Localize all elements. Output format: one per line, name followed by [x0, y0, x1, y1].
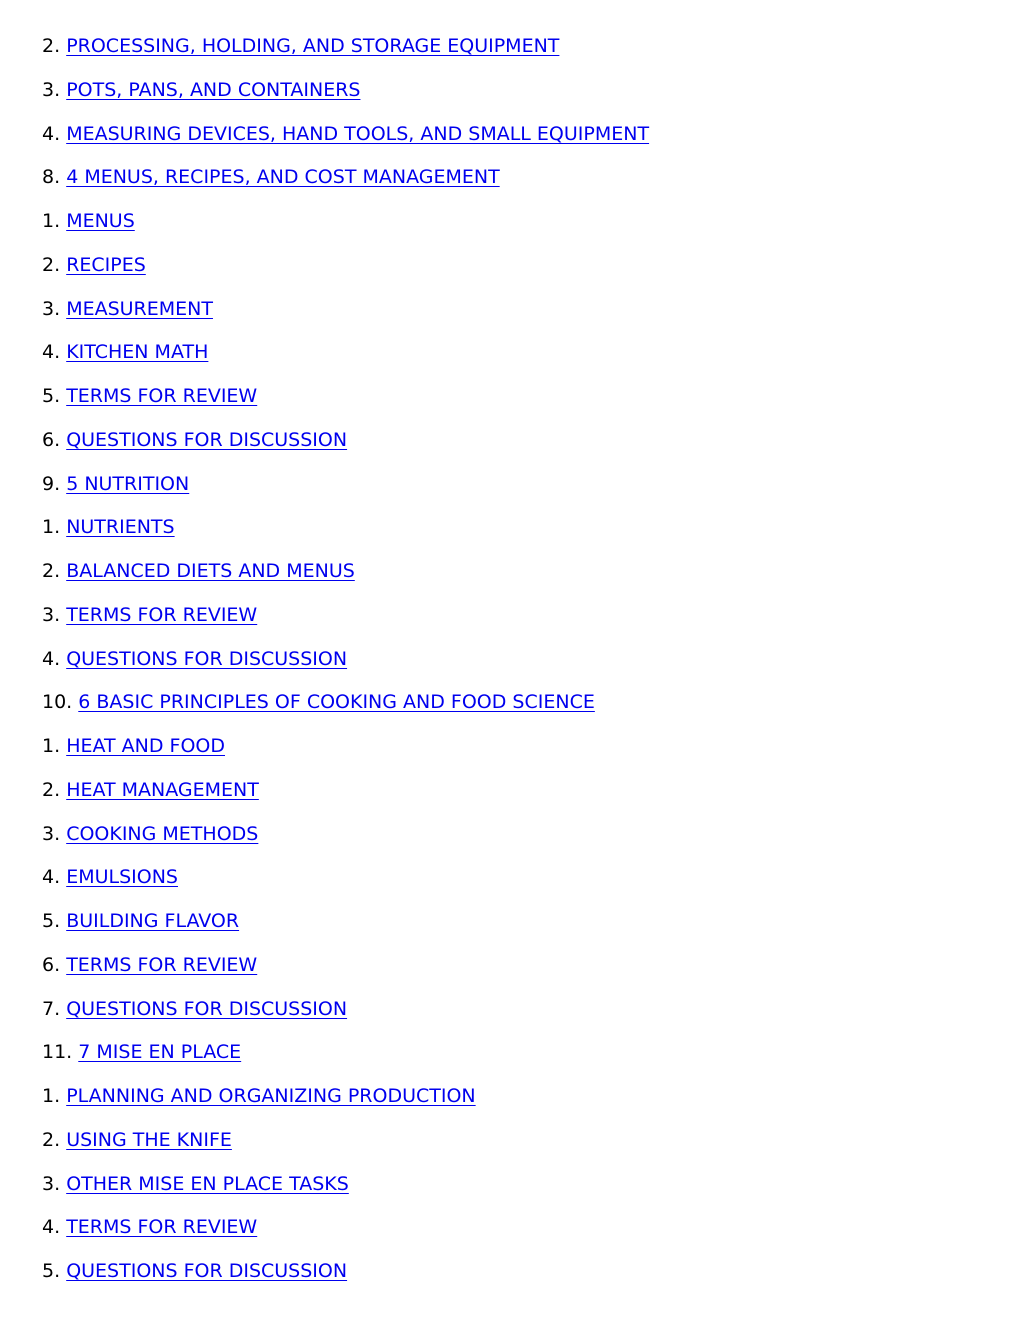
list-item [42, 776, 649, 820]
list-item [42, 32, 649, 76]
toc-link[interactable]: 6 BASIC PRINCIPLES OF COOKING AND FOOD SCIENCE [78, 691, 595, 714]
list-item [42, 1213, 649, 1257]
list-item [42, 732, 649, 776]
toc-link[interactable]: MENUS [66, 210, 135, 232]
item-number: 4. [42, 1216, 61, 1239]
item-number: 4. [42, 341, 61, 364]
item-number: 2. [42, 35, 61, 57]
item-number: 5. [42, 910, 61, 932]
list-item [42, 120, 649, 164]
list-item [42, 820, 649, 864]
item-number: 1. [42, 735, 61, 757]
list-item [42, 863, 649, 907]
toc-link[interactable]: KITCHEN MATH [66, 341, 209, 364]
toc-link[interactable]: POTS, PANS, AND CONTAINERS [66, 78, 361, 101]
toc-link[interactable]: OTHER MISE EN PLACE TASKS [66, 1172, 349, 1195]
item-number: 6. [42, 953, 61, 976]
toc-link[interactable]: BUILDING FLAVOR [66, 910, 240, 932]
item-number: 1. [42, 516, 61, 539]
toc-link[interactable]: MEASURING DEVICES, HAND TOOLS, AND SMALL EQUIPMENT [66, 122, 650, 145]
toc-link[interactable]: EMULSIONS [66, 866, 178, 889]
toc-link[interactable]: HEAT AND FOOD [66, 735, 225, 757]
item-number: 6. [42, 428, 61, 451]
toc-link[interactable]: HEAT MANAGEMENT [66, 778, 259, 801]
item-number: 3. [42, 1172, 61, 1195]
list-item [42, 688, 649, 732]
list-item [42, 470, 649, 514]
item-number: 2. [42, 778, 61, 801]
list-item [42, 907, 649, 951]
item-number: 5. [42, 385, 61, 407]
item-number: 2. [42, 560, 61, 582]
list-item [42, 1038, 649, 1082]
toc-link[interactable]: TERMS FOR REVIEW [66, 953, 258, 976]
list-item [42, 76, 649, 120]
table-of-contents [42, 32, 649, 1301]
toc-link[interactable]: 5 NUTRITION [66, 472, 190, 495]
list-item [42, 163, 649, 207]
item-number: 11. [42, 1041, 73, 1064]
toc-link[interactable]: PROCESSING, HOLDING, AND STORAGE EQUIPMENT [66, 35, 560, 57]
list-item [42, 1170, 649, 1214]
toc-link[interactable]: NUTRIENTS [66, 516, 175, 539]
item-number: 1. [42, 210, 61, 232]
list-item [42, 1257, 649, 1301]
list-item [42, 207, 649, 251]
item-number: 2. [42, 253, 61, 276]
item-number: 3. [42, 78, 61, 101]
toc-link[interactable]: QUESTIONS FOR DISCUSSION [66, 647, 348, 670]
item-number: 4. [42, 866, 61, 889]
toc-link[interactable]: QUESTIONS FOR DISCUSSION [66, 997, 348, 1020]
toc-link[interactable]: RECIPES [66, 253, 146, 276]
item-number: 3. [42, 297, 61, 320]
item-number: 10. [42, 691, 73, 714]
item-number: 2. [42, 1128, 61, 1151]
toc-link[interactable]: QUESTIONS FOR DISCUSSION [66, 428, 348, 451]
list-item [42, 645, 649, 689]
toc-link[interactable]: PLANNING AND ORGANIZING PRODUCTION [66, 1085, 476, 1107]
item-number: 1. [42, 1085, 61, 1107]
list-item [42, 295, 649, 339]
toc-link[interactable]: COOKING METHODS [66, 822, 259, 845]
list-item [42, 557, 649, 601]
list-item [42, 513, 649, 557]
item-number: 4. [42, 122, 61, 145]
list-item [42, 601, 649, 645]
toc-link[interactable]: TERMS FOR REVIEW [66, 385, 258, 407]
list-item [42, 951, 649, 995]
toc-link[interactable]: TERMS FOR REVIEW [66, 603, 258, 626]
item-number: 3. [42, 822, 61, 845]
toc-link[interactable]: 7 MISE EN PLACE [78, 1041, 242, 1064]
item-number: 8. [42, 166, 61, 189]
item-number: 7. [42, 997, 61, 1020]
item-number: 9. [42, 472, 61, 495]
list-item [42, 382, 649, 426]
toc-link[interactable]: QUESTIONS FOR DISCUSSION [66, 1260, 348, 1282]
list-item [42, 995, 649, 1039]
item-number: 5. [42, 1260, 61, 1282]
list-item [42, 1126, 649, 1170]
item-number: 4. [42, 647, 61, 670]
toc-link[interactable]: TERMS FOR REVIEW [66, 1216, 258, 1239]
item-number: 3. [42, 603, 61, 626]
list-item [42, 1082, 649, 1126]
toc-link[interactable]: 4 MENUS, RECIPES, AND COST MANAGEMENT [66, 166, 500, 189]
list-item [42, 338, 649, 382]
list-item [42, 251, 649, 295]
toc-link[interactable]: USING THE KNIFE [66, 1128, 232, 1151]
toc-link[interactable]: BALANCED DIETS AND MENUS [66, 560, 355, 582]
toc-link[interactable]: MEASUREMENT [66, 297, 213, 320]
list-item [42, 426, 649, 470]
